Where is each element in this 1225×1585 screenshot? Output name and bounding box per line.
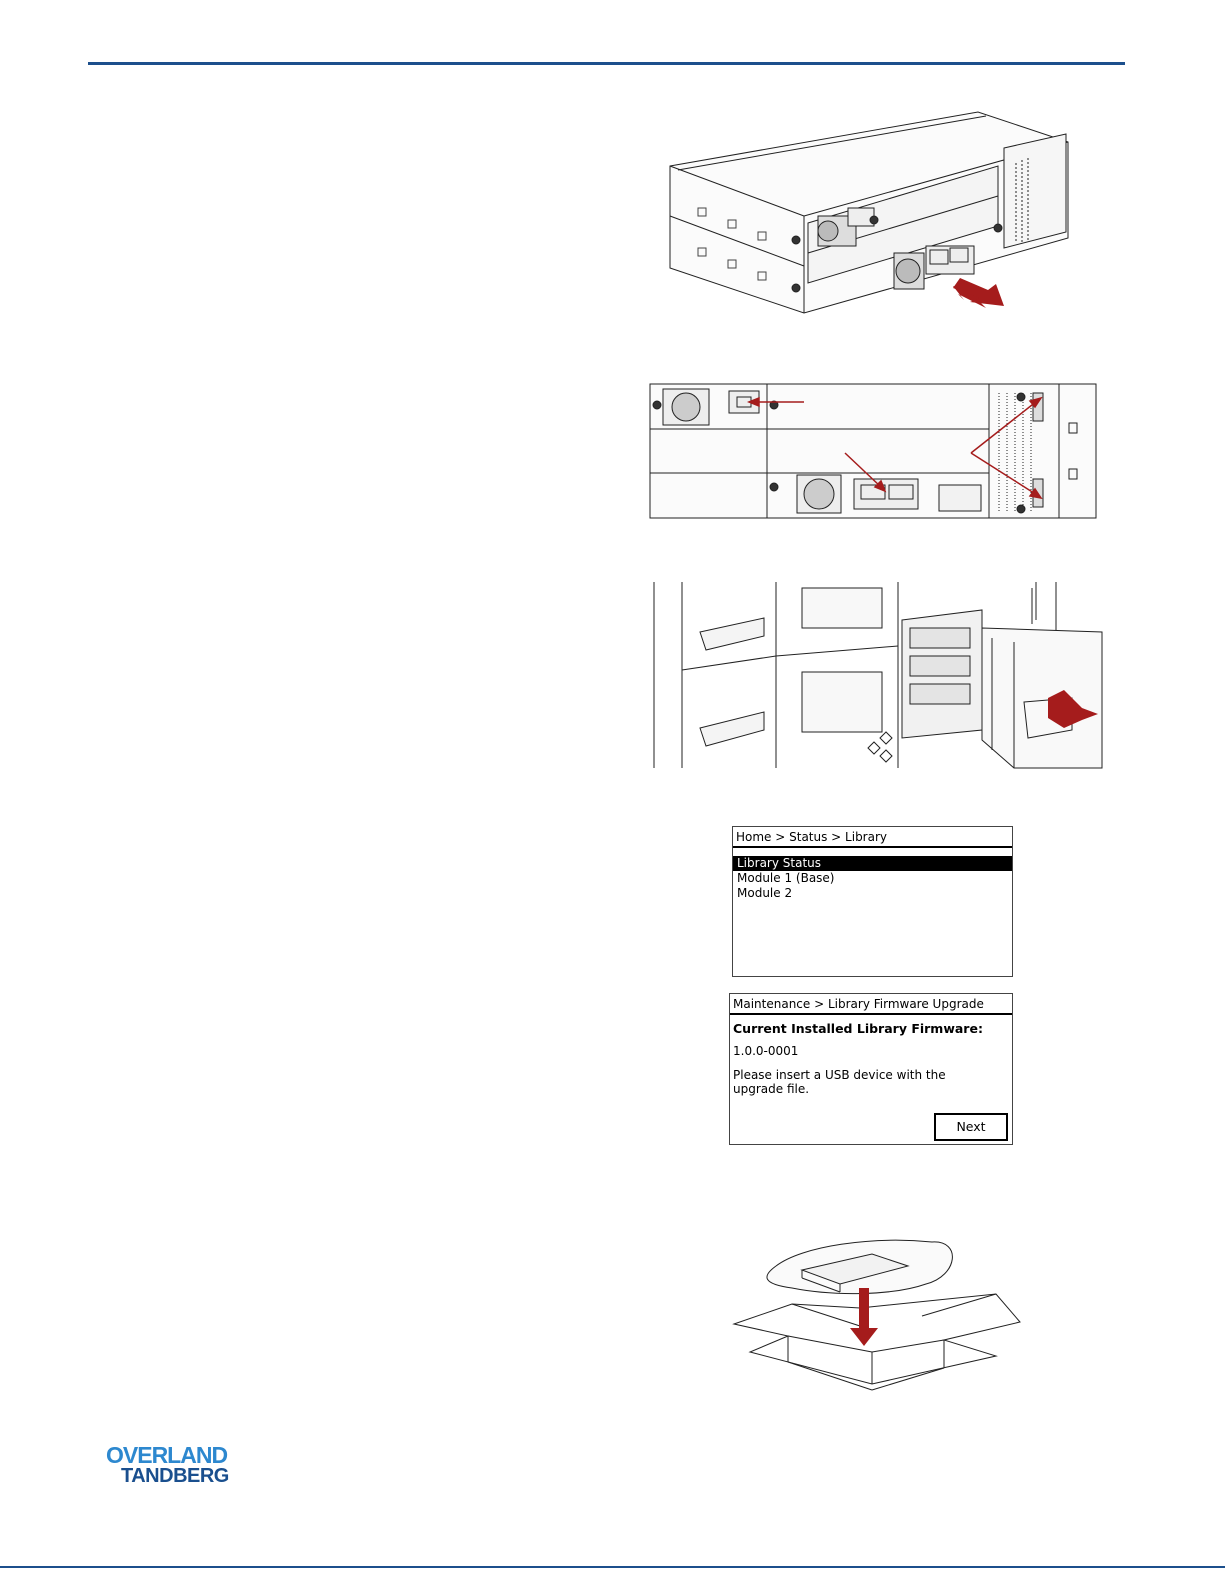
footer-rule [0, 1566, 1225, 1568]
figure-rear-panel [649, 383, 1097, 521]
company-logo [106, 1442, 229, 1488]
lcd-status-screen [732, 826, 1013, 977]
next-button[interactable]: Next [934, 1113, 1008, 1141]
menu-item-module-2[interactable]: Module 2 [737, 886, 793, 900]
figure-packaging [732, 1236, 1022, 1392]
header-rule [88, 62, 1125, 65]
rear-panel-illustration-icon [649, 383, 1097, 521]
logo-line-2: TANDBERG [121, 1465, 229, 1487]
firmware-version: 1.0.0-0001 [733, 1044, 799, 1058]
menu-item-library-status[interactable]: Library Status [733, 856, 1012, 871]
firmware-heading: Current Installed Library Firmware: [733, 1021, 983, 1036]
breadcrumb: Maintenance > Library Firmware Upgrade [730, 994, 1012, 1015]
figure-expansion-module [652, 580, 1104, 770]
figure-power-module [668, 108, 1078, 320]
rack-power-supply-illustration-icon [668, 108, 1078, 320]
library-module-illustration-icon [652, 580, 1104, 770]
breadcrumb: Home > Status > Library [733, 827, 1012, 848]
firmware-message: Please insert a USB device with the upgrade file. [733, 1068, 946, 1096]
logo-line-1: OVERLAND [106, 1442, 228, 1468]
lcd-firmware-screen [729, 993, 1013, 1145]
menu-item-module-1[interactable]: Module 1 (Base) [737, 871, 835, 885]
shipping-box-illustration-icon [732, 1236, 1022, 1392]
